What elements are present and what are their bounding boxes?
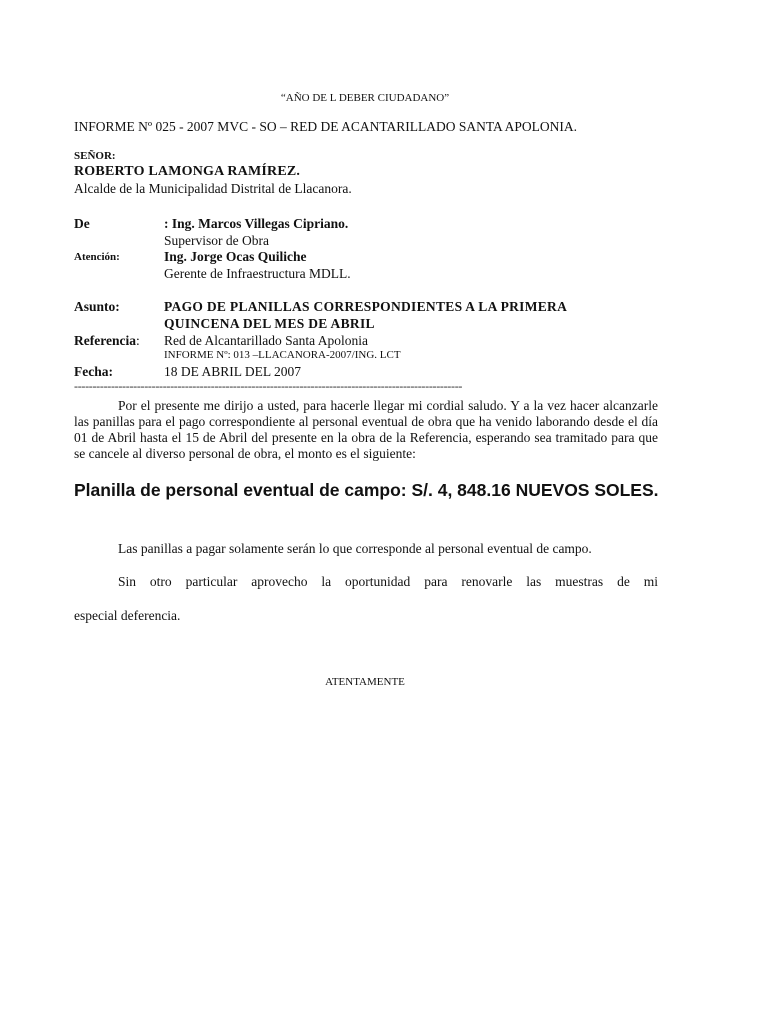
subject-line-2: QUINCENA DEL MES DE ABRIL — [164, 316, 375, 331]
recipient-title: Alcalde de la Municipalidad Distrital de Llacanora. — [74, 181, 352, 196]
reference-label — [74, 333, 140, 349]
separator-line: --------------------------------------------------------------------------------------------------------- — [74, 379, 463, 393]
body-paragraph-1: Por el presente me dirijo a usted, para hacerle llegar mi cordial saludo. Y a la vez hacer alcanzarle las panillas para el pago correspondiente al personal eventual de obra que ha venido laborando desde el día 01 de Abril hasta el 15 de Abril del presente en la obra de la Referencia, esperando sea tramitado para que se cancele al diverso personal de obra, el monto es el siguiente: — [74, 398, 658, 461]
body-paragraph-2: Las panillas a pagar solamente serán lo que corresponde al personal eventual de campo. — [118, 541, 592, 556]
body-paragraph-3-continued: especial deferencia. — [74, 608, 181, 623]
attention-name: Ing. Jorge Ocas Quiliche — [164, 249, 307, 264]
reference-line-1: Red de Alcantarillado Santa Apolonia — [164, 333, 368, 348]
attention-label: Atención: — [74, 251, 120, 263]
attention-role: Gerente de Infraestructura MDLL. — [164, 266, 351, 281]
reference-label-colon: : — [135, 333, 140, 348]
body-paragraph-3: Sin otro particular aprovecho la oportunidad para renovarle las muestras de mi — [118, 574, 658, 589]
recipient-name: ROBERTO LAMONGA RAMÍREZ. — [74, 164, 301, 179]
date-value: 18 DE ABRIL DEL 2007 — [164, 364, 301, 379]
report-number: INFORME Nº 025 - 2007 MVC - SO – RED DE ACANTARILLADO SANTA APOLONIA. — [74, 119, 578, 134]
payroll-amount: Planilla de personal eventual de campo: S/. 4, 848.16 NUEVOS SOLES. — [74, 480, 659, 500]
reference-label-text: Referencia — [74, 333, 136, 348]
from-label: De — [74, 216, 90, 231]
closing-signoff: ATENTAMENTE — [325, 676, 405, 688]
reference-line-2: INFORME Nº: 013 –LLACANORA-2007/ING. LCT — [164, 349, 401, 361]
from-name: : Ing. Marcos Villegas Cipriano. — [164, 216, 349, 231]
from-role: Supervisor de Obra — [164, 233, 269, 248]
subject-line-1: PAGO DE PLANILLAS CORRESPONDIENTES A LA PRIMERA — [164, 299, 568, 314]
year-motto: “AÑO DE L DEBER CIUDADANO” — [280, 92, 450, 104]
date-label: Fecha: — [74, 364, 113, 379]
subject-label: Asunto: — [74, 299, 120, 314]
recipient-salutation: SEÑOR: — [74, 150, 116, 162]
